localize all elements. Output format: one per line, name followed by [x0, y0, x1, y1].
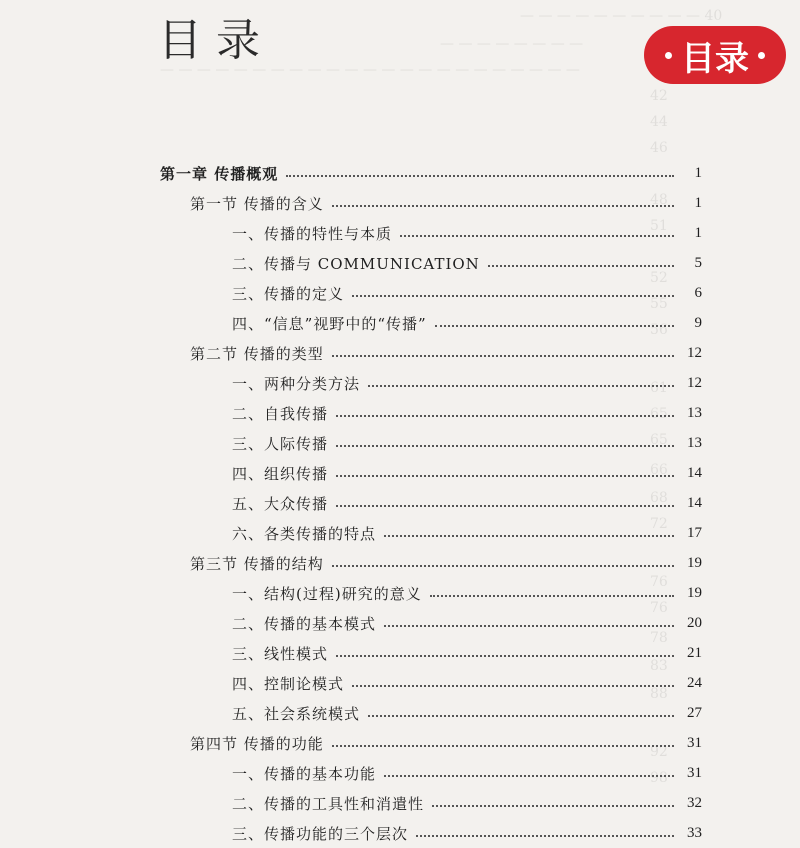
dot-leader [400, 235, 674, 237]
toc-item-row[interactable] [0, 638, 800, 668]
toc-item-row[interactable] [0, 698, 800, 728]
dot-leader [336, 475, 674, 477]
dot-leader [332, 745, 674, 747]
toc-page-number: 31 [687, 734, 702, 751]
toc-entry-label: 一、两种分类方法 [232, 374, 361, 393]
toc-entry-label: 二、传播的工具性和消遣性 [232, 794, 425, 813]
toc-page-number: 17 [687, 524, 702, 541]
toc-item-row[interactable] [0, 818, 800, 848]
toc-entry-label: 第一节 传播的含义 [190, 194, 324, 213]
table-of-contents [0, 158, 800, 848]
toc-page-number: 9 [694, 314, 702, 331]
toc-page-number: 6 [694, 284, 702, 301]
toc-section-row[interactable] [0, 548, 800, 578]
dot-leader [432, 805, 674, 807]
toc-item-row[interactable] [0, 248, 800, 278]
dot-leader [430, 595, 674, 597]
toc-page-number: 19 [687, 584, 702, 601]
toc-entry-label: 一、传播的基本功能 [232, 764, 377, 783]
toc-item-row[interactable] [0, 368, 800, 398]
toc-entry-label: 三、传播功能的三个层次 [232, 824, 409, 843]
dot-leader [336, 655, 674, 657]
toc-page-number: 12 [687, 344, 702, 361]
toc-page-number: 21 [687, 644, 702, 661]
toc-entry-label: 四、组织传播 [232, 464, 329, 483]
dot-leader [336, 445, 674, 447]
dot-leader [384, 775, 674, 777]
toc-item-row[interactable] [0, 428, 800, 458]
toc-page-number: 19 [687, 554, 702, 571]
dot-leader [368, 715, 674, 717]
dot-leader [336, 415, 674, 417]
toc-entry-label: 六、各类传播的特点 [232, 524, 377, 543]
page-title: 目录 [158, 15, 274, 66]
dot-leader [332, 355, 674, 357]
bullet-dot-icon [758, 52, 765, 59]
dot-leader [416, 835, 674, 837]
dot-leader [332, 565, 674, 567]
dot-leader [336, 505, 674, 507]
toc-entry-label: 三、线性模式 [232, 644, 329, 663]
dot-leader [488, 265, 674, 267]
toc-item-row[interactable] [0, 278, 800, 308]
toc-page-number: 14 [687, 494, 702, 511]
bullet-dot-icon [665, 52, 672, 59]
toc-entry-label: 二、自我传播 [232, 404, 329, 423]
toc-chapter-row[interactable] [0, 158, 800, 188]
toc-item-row[interactable] [0, 398, 800, 428]
toc-page-number: 31 [687, 764, 702, 781]
toc-entry-label: 一、结构(过程)研究的意义 [232, 584, 422, 603]
toc-entry-label: 二、传播的基本模式 [232, 614, 377, 633]
toc-entry-label: 五、社会系统模式 [232, 704, 361, 723]
toc-item-row[interactable] [0, 788, 800, 818]
dot-leader [286, 175, 674, 177]
toc-item-row[interactable] [0, 218, 800, 248]
toc-item-row[interactable] [0, 668, 800, 698]
dot-leader [384, 625, 674, 627]
dot-leader [332, 205, 674, 207]
toc-page-number: 27 [687, 704, 702, 721]
dot-leader [435, 325, 674, 327]
toc-entry-label: 第二节 传播的类型 [190, 344, 324, 363]
dot-leader [352, 685, 674, 687]
toc-entry-label: 二、传播与 COMMUNICATION [232, 254, 480, 273]
toc-page-number: 20 [687, 614, 702, 631]
toc-page-number: 13 [687, 434, 702, 451]
toc-entry-label: 第三节 传播的结构 [190, 554, 324, 573]
toc-page-number: 12 [687, 374, 702, 391]
toc-entry-label: 一、传播的特性与本质 [232, 224, 393, 243]
toc-page-number: 1 [694, 194, 702, 211]
toc-page-number: 1 [694, 224, 702, 241]
toc-page-number: 32 [687, 794, 702, 811]
toc-entry-label: 三、传播的定义 [232, 284, 345, 303]
toc-page-number: 24 [687, 674, 702, 691]
toc-item-row[interactable] [0, 308, 800, 338]
toc-section-row[interactable] [0, 188, 800, 218]
toc-item-row[interactable] [0, 488, 800, 518]
toc-section-row[interactable] [0, 728, 800, 758]
toc-badge [644, 26, 786, 84]
toc-entry-label: 四、“信息”视野中的“传播” [232, 314, 427, 333]
toc-entry-label: 第一章 传播概观 [160, 164, 279, 183]
toc-item-row[interactable] [0, 758, 800, 788]
toc-page-number: 14 [687, 464, 702, 481]
dot-leader [384, 535, 674, 537]
toc-page-number: 33 [687, 824, 702, 841]
toc-section-row[interactable] [0, 338, 800, 368]
toc-badge-label: 目录 [681, 38, 749, 79]
toc-entry-label: 三、人际传播 [232, 434, 329, 453]
toc-entry-label: 五、大众传播 [232, 494, 329, 513]
toc-entry-label: 第四节 传播的功能 [190, 734, 324, 753]
toc-page-number: 13 [687, 404, 702, 421]
toc-item-row[interactable] [0, 458, 800, 488]
dot-leader [352, 295, 674, 297]
toc-entry-label: 四、控制论模式 [232, 674, 345, 693]
toc-page-number: 1 [694, 164, 702, 181]
toc-item-row[interactable] [0, 578, 800, 608]
toc-page-number: 5 [694, 254, 702, 271]
dot-leader [368, 385, 674, 387]
toc-item-row[interactable] [0, 518, 800, 548]
toc-item-row[interactable] [0, 608, 800, 638]
